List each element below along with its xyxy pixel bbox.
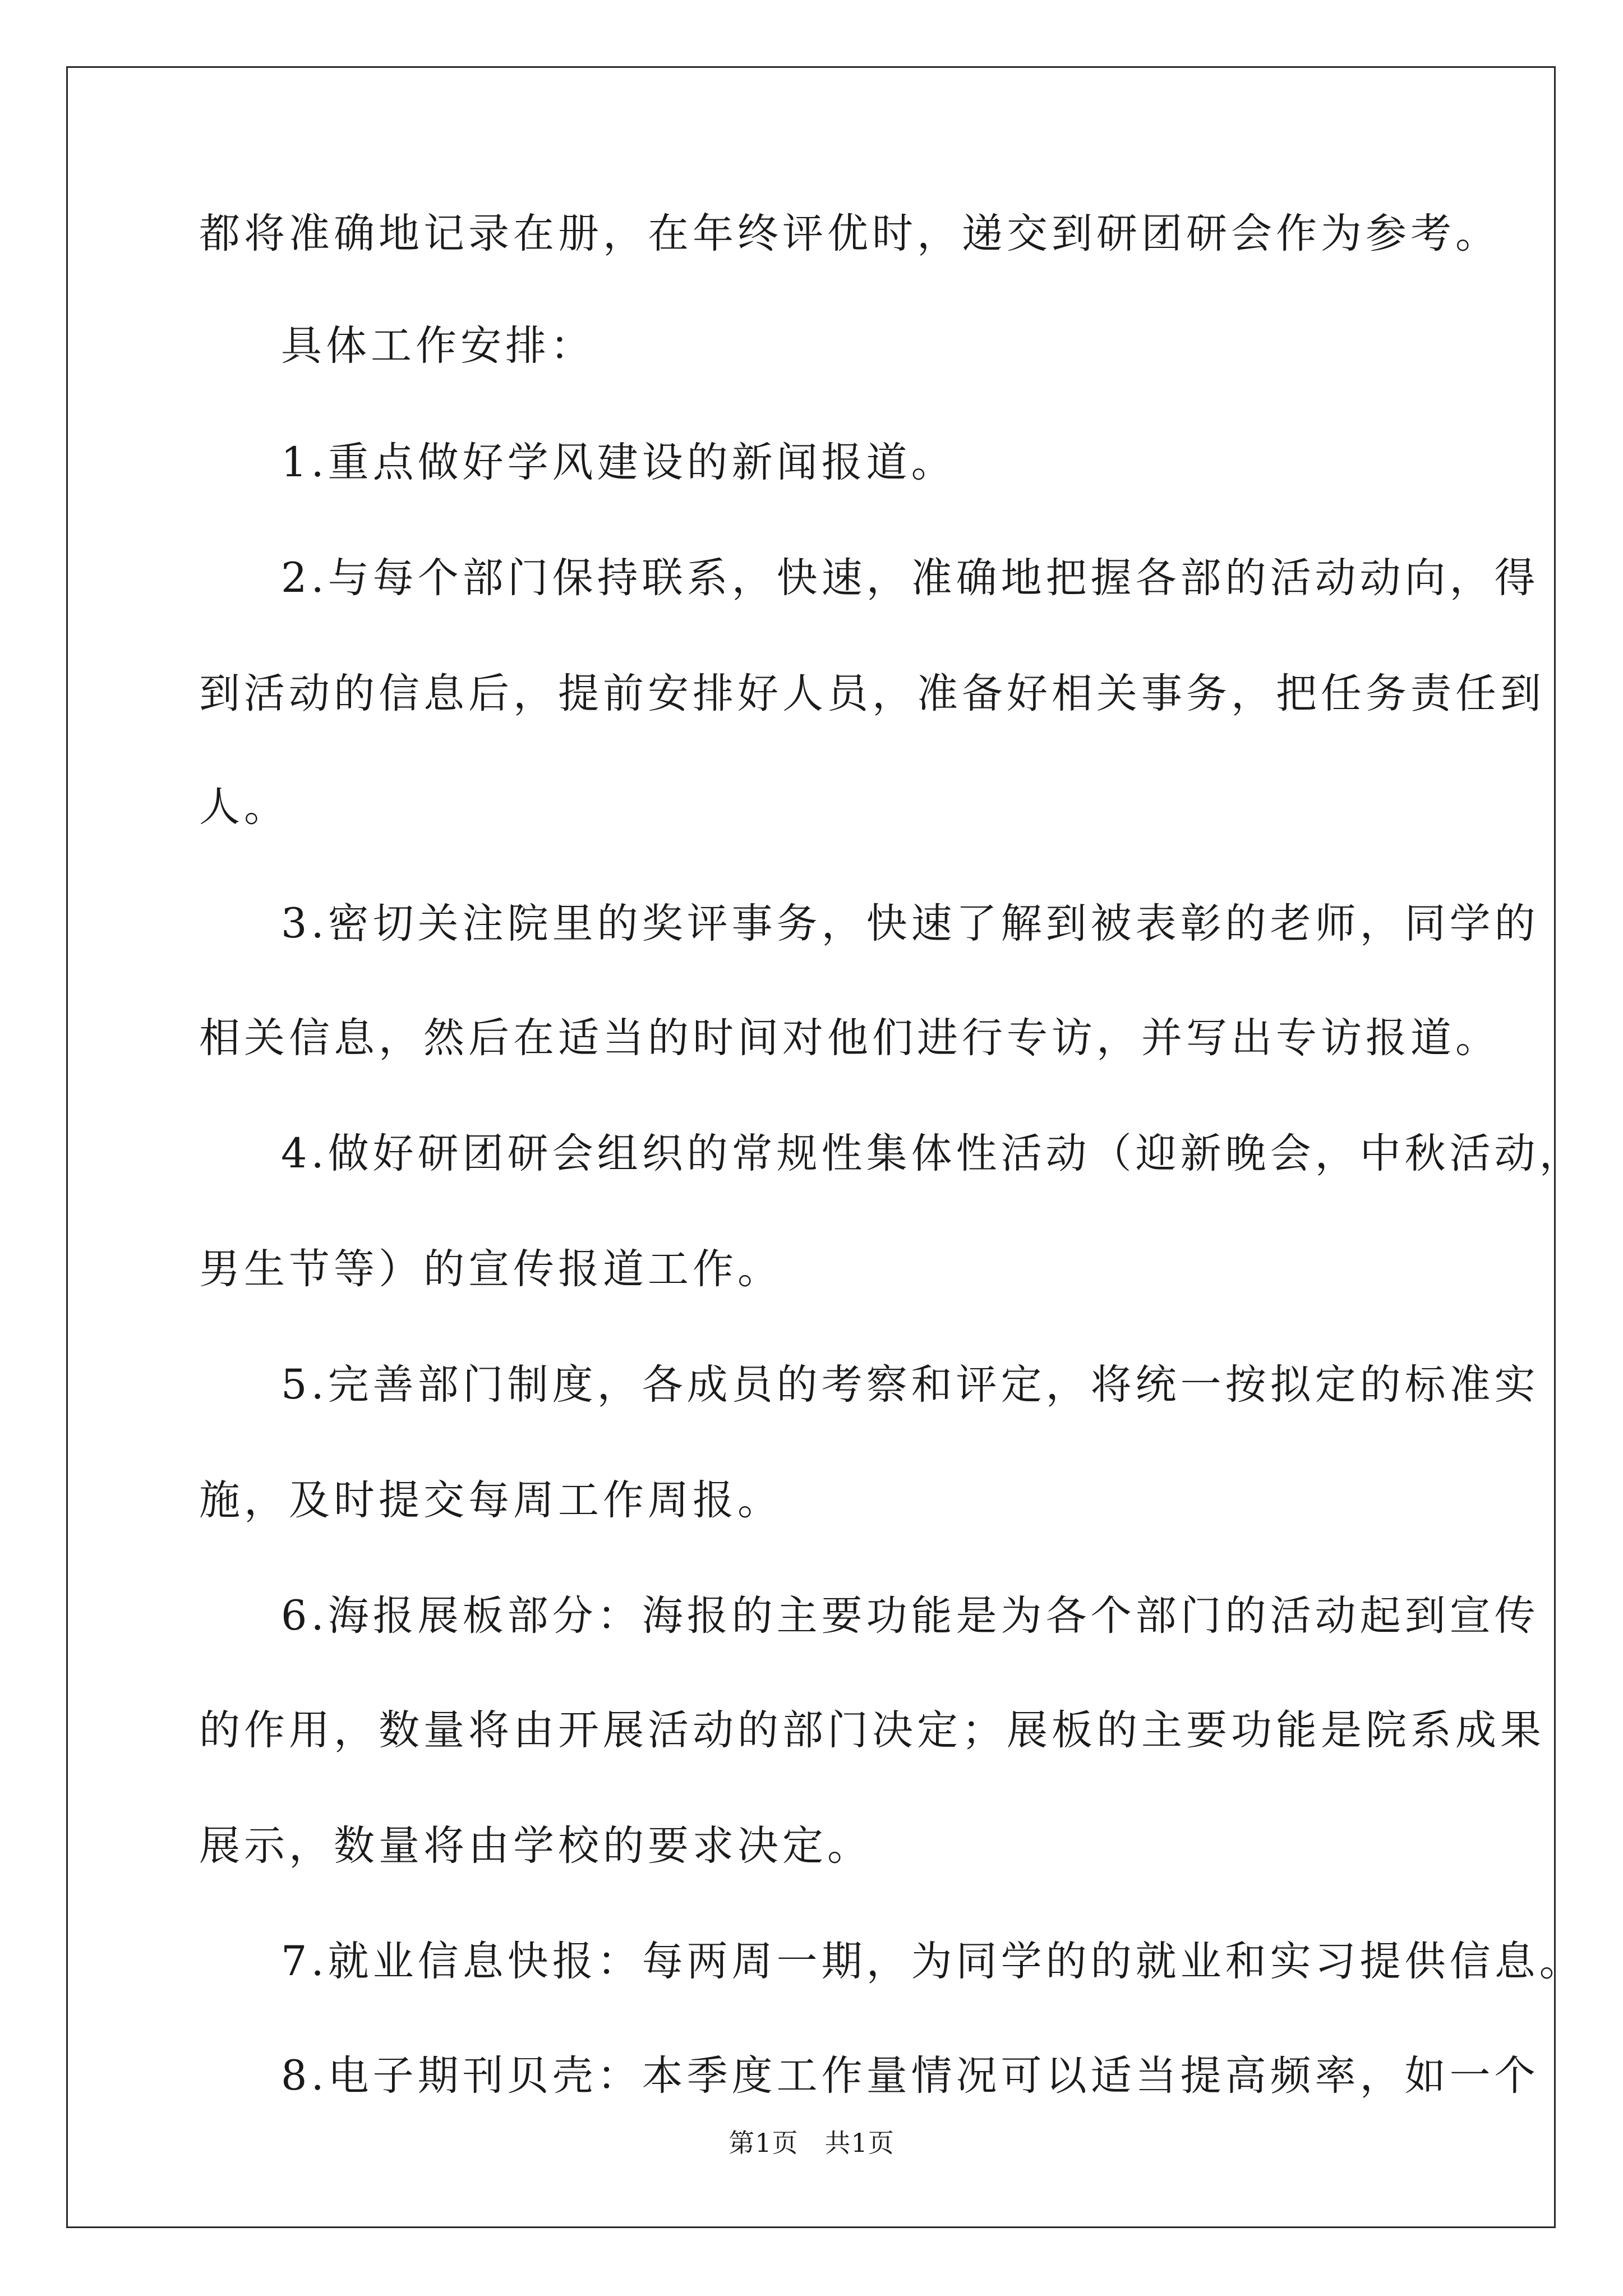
text-line: 展示，数量将由学校的要求决定。: [199, 1822, 872, 1870]
page-number-footer: 第1页 共1页: [728, 2128, 895, 2158]
text-line: 1.重点做好学风建设的新闻报道。: [281, 439, 956, 486]
text-line: 的作用，数量将由开展活动的部门决定；展板的主要功能是院系成果: [199, 1706, 1545, 1754]
text-line: 3.密切关注院里的奖评事务，快速了解到被表彰的老师，同学的: [281, 900, 1539, 947]
text-line: 8.电子期刊贝壳：本季度工作量情况可以适当提高频率，如一个: [281, 2052, 1539, 2100]
text-line: 2.与每个部门保持联系，快速，准确地把握各部的活动动向，得: [281, 554, 1539, 602]
text-line: 5.完善部门制度，各成员的考察和评定，将统一按拟定的标准实: [281, 1361, 1539, 1409]
text-line: 都将准确地记录在册，在年终评优时，递交到研团研会作为参考。: [199, 210, 1500, 257]
text-line: 相关信息，然后在适当的时间对他们进行专访，并写出专访报道。: [199, 1014, 1500, 1062]
text-line: 施，及时提交每周工作周报。: [199, 1476, 782, 1524]
text-line: 6.海报展板部分：海报的主要功能是为各个部门的活动起到宣传: [281, 1592, 1539, 1640]
text-line: 男生节等）的宣传报道工作。: [199, 1245, 782, 1293]
text-line: 到活动的信息后，提前安排好人员，准备好相关事务，把任务责任到: [199, 670, 1545, 717]
text-line: 具体工作安排：: [281, 322, 595, 370]
text-line: 人。: [199, 783, 289, 831]
text-line: 4.做好研团研会组织的常规性集体性活动（迎新晚会，中秋活动，: [281, 1130, 1584, 1177]
text-line: 7.就业信息快报：每两周一期，为同学的的就业和实习提供信息。: [281, 1938, 1584, 1985]
